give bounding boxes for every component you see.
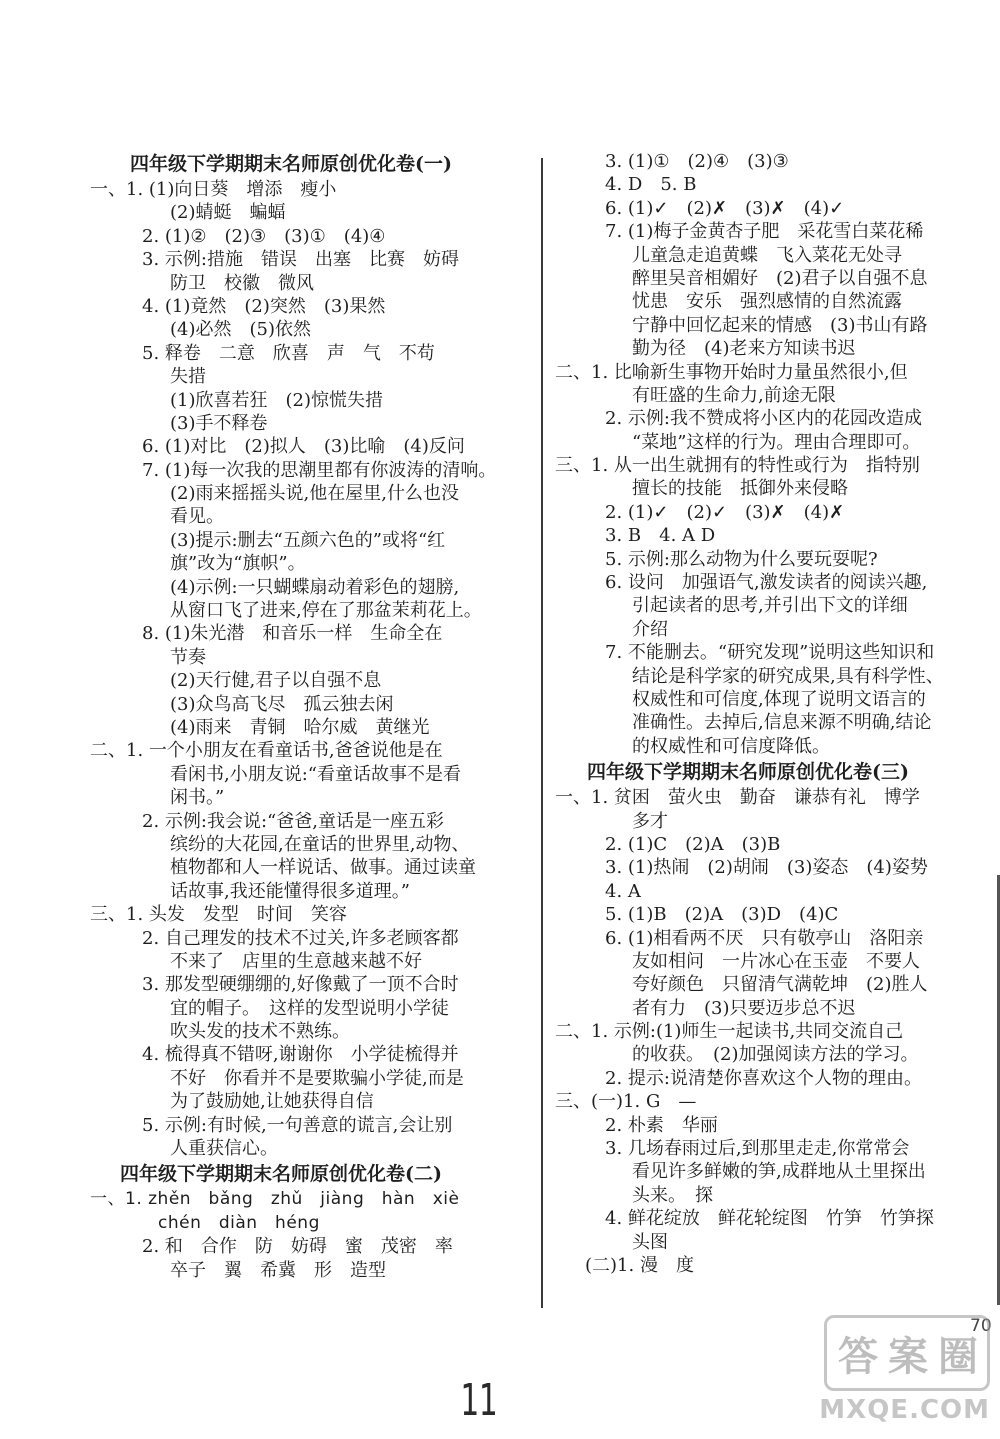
answer-line: (3)手不释卷 (170, 412, 268, 434)
answer-line: 看见。 (170, 506, 224, 528)
answer-line: 擅长的技能 抵御外来侵略 (632, 478, 848, 500)
answer-line: 防卫 校徽 微风 (170, 272, 314, 294)
answer-line: 者有力 (3)只要迈步总不迟 (632, 997, 856, 1019)
answer-line: 2. 和 合作 防 妨碍 蜜 茂密 率 (142, 1236, 453, 1258)
watermark-site: MXQE.COM (819, 1395, 990, 1425)
page-number: 70 (970, 1316, 992, 1336)
margin-handwriting-mark: 11 (459, 1375, 498, 1426)
watermark-glyph: 圈 (938, 1334, 978, 1380)
answer-line: 失措 (170, 366, 206, 388)
watermark-glyph: 案 (888, 1334, 928, 1380)
answer-line: 节奏 (170, 646, 206, 668)
answer-line: 2. 提示:说清楚你喜欢这个人物的理由。 (605, 1067, 922, 1089)
answer-line: 6. 设问 加强语气,激发读者的阅读兴趣, (605, 572, 928, 594)
answer-line: 准确性。去掉后,信息来源不明确,结论 (632, 712, 932, 734)
section-title: 四年级下学期期末名师原创优化卷(三) (587, 761, 909, 784)
answer-line: 2. (1)② (2)③ (3)① (4)④ (142, 225, 386, 247)
answer-line: 看闲书,小朋友说:“看童话故事不是看 (170, 763, 461, 785)
answer-line: 旗”改为“旗帜”。 (170, 553, 306, 575)
answer-line: chén diàn héng (158, 1212, 320, 1233)
answer-line: 6. (1)✓ (2)✗ (3)✗ (4)✓ (605, 197, 845, 219)
answer-line: 三、1. 从一出生就拥有的特性或行为 指特别 (555, 455, 920, 477)
answer-line: 吹头发的技术不熟练。 (170, 1021, 350, 1043)
answer-line: 闲书。” (170, 787, 225, 809)
answer-line: (4)雨来 青铜 哈尔威 黄继光 (170, 716, 430, 738)
answer-line: 7. (1)每一次我的思潮里都有你波涛的清响。 (142, 459, 497, 481)
answer-line: 头图 (632, 1231, 668, 1253)
answer-line: 3. 几场春雨过后,到那里走走,你常常会 (605, 1138, 910, 1160)
answer-line: 6. (1)相看两不厌 只有敬亭山 洛阳亲 (605, 927, 924, 949)
answer-line: 2. 示例:我会说:“爸爸,童话是一座五彩 (142, 810, 444, 832)
answer-line: 3. B 4. A D (605, 525, 716, 547)
answer-line: 7. (1)梅子金黄杏子肥 采花雪白菜花稀 (605, 221, 924, 243)
section-title: 四年级下学期期末名师原创优化卷(一) (130, 153, 452, 175)
answer-line: 的权威性和可信度降低。 (632, 735, 830, 757)
answer-line: 头来。 探 (632, 1184, 713, 1206)
answer-line: 不好 你看并不是要欺骗小学徒,而是 (170, 1067, 464, 1089)
answer-line: 5. 释卷 二意 欣喜 声 气 不苟 (142, 342, 435, 364)
right-column (555, 150, 990, 1277)
answer-line: 夸好颜色 只留清气满乾坤 (2)胜人 (632, 974, 928, 996)
answer-line: 三、(一)1. G — (555, 1091, 697, 1113)
answer-line: “菜地”这样的行为。理由合理即可。 (632, 431, 921, 453)
column-divider (541, 158, 543, 1308)
answer-line: 从窗口飞了进来,停在了那盆茉莉花上。 (170, 600, 482, 622)
answer-line: 二、1. 一个小朋友在看童话书,爸爸说他是在 (90, 740, 443, 762)
answer-line: 一、1. zhěn bǎng zhǔ jiàng hàn xiè (90, 1189, 460, 1210)
left-column (90, 150, 530, 1282)
answer-line: 二、1. 示例:(1)师生一起读书,共同交流自己 (555, 1021, 904, 1043)
answer-line: 4. A (605, 880, 641, 902)
answer-line: 的收获。 (2)加强阅读方法的学习。 (632, 1044, 919, 1066)
answer-line: 3. 那发型硬绷绷的,好像戴了一顶不合时 (142, 974, 459, 996)
answer-line: 2. (1)C (2)A (3)B (605, 833, 781, 855)
answer-line: (4)示例:一只蝴蝶扇动着彩色的翅膀, (170, 576, 460, 598)
answer-line: (2)雨来摇摇头说,他在屋里,什么也没 (170, 483, 459, 505)
answer-line: 权威性和可信度,体现了说明文语言的 (632, 688, 926, 710)
answer-line: (2)蜻蜓 蝙蝠 (170, 202, 286, 224)
answer-line: 宜的帽子。 这样的发型说明小学徒 (170, 997, 449, 1019)
answer-line: 友如相问 一片冰心在玉壶 不要人 (632, 950, 920, 972)
answer-line: (2)天行健,君子以自强不息 (170, 670, 382, 692)
watermark-glyph: 答 (838, 1334, 878, 1380)
answer-line: 卒子 翼 希冀 形 造型 (170, 1259, 386, 1281)
answer-line: 有旺盛的生命力,前途无限 (632, 384, 836, 406)
answer-line: 2. 示例:我不赞成将小区内的花园改造成 (605, 408, 922, 430)
answer-line: 人重获信心。 (170, 1138, 278, 1160)
answer-line: (4)必然 (5)依然 (170, 319, 311, 341)
answer-line: 介绍 (632, 618, 668, 640)
answer-line: (3)提示:删去“五颜六色的”或将“红 (170, 529, 446, 551)
answer-line: 7. 不能删去。“研究发现”说明这些知识和 (605, 642, 935, 664)
answer-line: 引起读者的思考,并引出下文的详细 (632, 595, 908, 617)
answer-line: 4. D 5. B (605, 174, 697, 196)
answer-line: 二、1. 比喻新生事物开始时力量虽然很小,但 (555, 361, 908, 383)
answer-line: (二)1. 漫 度 (585, 1254, 694, 1276)
answer-line: 忧患 安乐 强烈感情的自然流露 (632, 291, 902, 313)
answer-line: (3)众鸟高飞尽 孤云独去闲 (170, 693, 394, 715)
answer-line: 一、1. (1)向日葵 增添 瘦小 (90, 179, 337, 200)
answer-line: 一、1. 贫困 萤火虫 勤奋 谦恭有礼 博学 (555, 787, 920, 809)
answer-line: 宁静中回忆起来的情感 (3)书山有路 (632, 314, 928, 336)
answer-line: 6. (1)对比 (2)拟人 (3)比喻 (4)反问 (142, 436, 465, 458)
answer-line: 3. 示例:措施 错误 出塞 比赛 妨碍 (142, 249, 459, 271)
answer-line: 三、1. 头发 发型 时间 笑容 (90, 904, 347, 926)
watermark-logo (820, 1315, 990, 1435)
answer-line: 2. 朴素 华丽 (605, 1114, 718, 1136)
answer-line: 结论是科学家的研究成果,具有科学性、 (632, 665, 944, 687)
section-title: 四年级下学期期末名师原创优化卷(二) (120, 1163, 442, 1186)
answer-line: 4. 梳得真不错呀,谢谢你 小学徒梳得并 (142, 1044, 459, 1066)
answer-line: 5. 示例:有时候,一句善意的谎言,会让别 (142, 1114, 453, 1136)
answer-line: 4. (1)竟然 (2)突然 (3)果然 (142, 295, 386, 317)
answer-line: 2. (1)✓ (2)✓ (3)✗ (4)✗ (605, 501, 845, 523)
answer-line: 勤为径 (4)老来方知读书迟 (632, 338, 856, 360)
answer-line: 2. 自己理发的技术不过关,许多老顾客都 (142, 927, 459, 949)
answer-line: 缤纷的大花园,在童话的世界里,动物、 (170, 833, 470, 855)
answer-line: 5. (1)B (2)A (3)D (4)C (605, 904, 839, 926)
answer-line: 4. 鲜花绽放 鲜花轮绽图 竹笋 竹笋探 (605, 1208, 934, 1230)
answer-line: 8. (1)朱光潜 和音乐一样 生命全在 (142, 623, 443, 645)
answer-line: (1)欣喜若狂 (2)惊慌失措 (170, 389, 383, 411)
answer-line: 3. (1)① (2)④ (3)③ (605, 151, 789, 172)
answer-line: 5. 示例:那么动物为什么要玩耍呢? (605, 548, 878, 570)
answer-line: 多才 (632, 810, 668, 832)
answer-line: 话故事,我还能懂得很多道理。” (170, 880, 410, 902)
answer-line: 3. (1)热闹 (2)胡闹 (3)姿态 (4)姿势 (605, 857, 928, 879)
answer-line: 看见许多鲜嫩的笋,成群地从土里探出 (632, 1161, 926, 1183)
answer-line: 儿童急走追黄蝶 飞入菜花无处寻 (632, 244, 902, 266)
answer-line: 植物都和人一样说话、做事。通过读童 (170, 857, 476, 879)
answer-line: 醉里吴音相媚好 (2)君子以自强不息 (632, 267, 928, 289)
answer-line: 为了鼓励她,让她获得自信 (170, 1091, 374, 1113)
answer-line: 不来了 店里的生意越来越不好 (170, 950, 422, 972)
